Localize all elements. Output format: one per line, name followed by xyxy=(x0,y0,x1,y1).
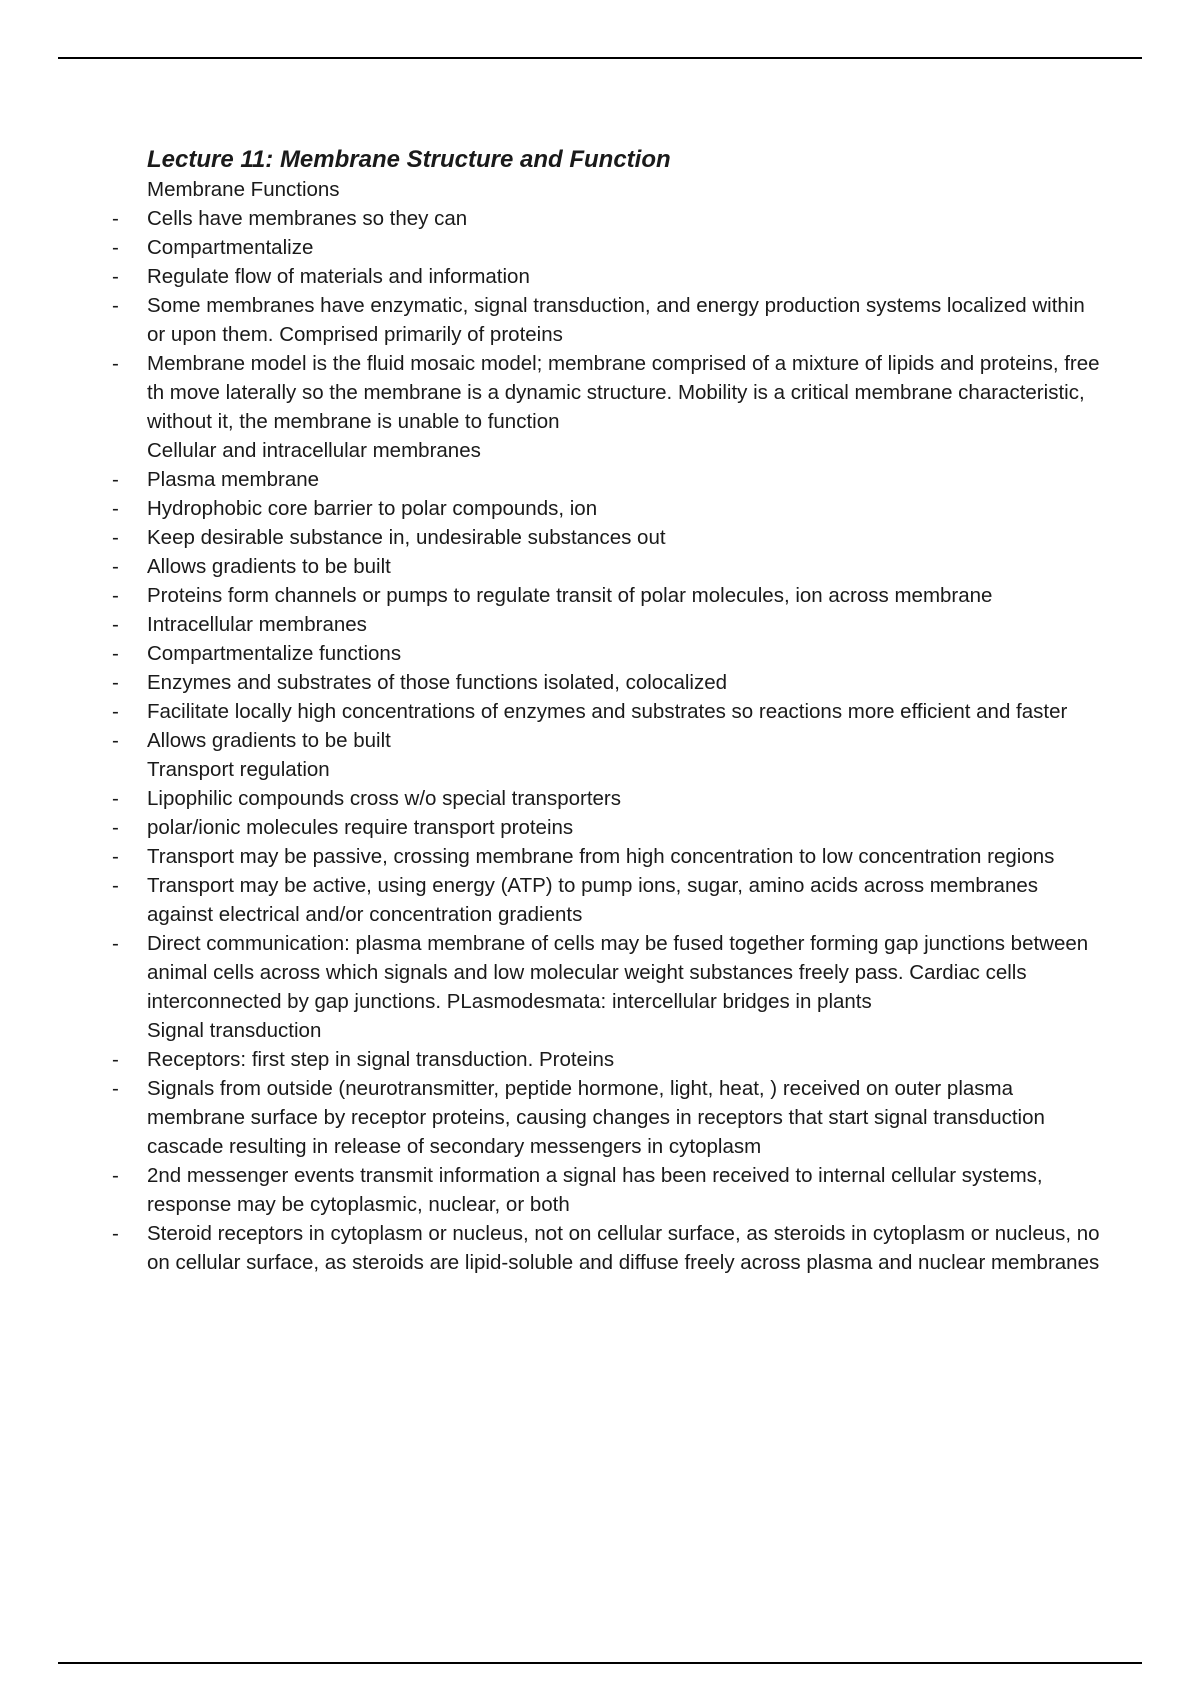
list-item xyxy=(112,639,1107,755)
bottom-divider xyxy=(58,1662,1142,1664)
list-item xyxy=(112,610,1107,755)
list-item xyxy=(112,668,1107,697)
bullet-list xyxy=(112,465,1107,755)
bullet-list xyxy=(112,1045,1107,1277)
list-item-text: Compartmentalize functions xyxy=(147,642,402,665)
list-item-text: Hydrophobic core barrier to polar compounds, ion xyxy=(147,497,598,520)
list-item-text: Facilitate locally high concentrations of enzymes and substrates so reactions more efficient and faster xyxy=(147,700,1068,723)
list-item xyxy=(112,233,1107,262)
list-item xyxy=(112,784,1107,813)
dash-bullet: - xyxy=(112,1222,119,1245)
list-item-text: Transport may be passive, crossing membrane from high concentration to low concentration regions xyxy=(147,845,1055,868)
dash-bullet: - xyxy=(112,729,119,752)
dash-bullet: - xyxy=(112,555,119,578)
list-item-text: Membrane model is the fluid mosaic model; membrane comprised of a mixture of lipids and proteins, free th move laterally so the membrane is a dynamic structure. Mobility is a critical membrane characteristic, without it, the membrane is unable to function xyxy=(147,352,1100,433)
bullet-list xyxy=(112,784,1107,1016)
list-item xyxy=(112,726,1107,755)
list-item xyxy=(112,1045,1107,1074)
list-item xyxy=(112,291,1107,349)
dash-bullet: - xyxy=(112,671,119,694)
list-item xyxy=(112,204,1107,291)
list-item-text: Proteins form channels or pumps to regulate transit of polar molecules, ion across membrane xyxy=(147,584,993,607)
bullet-list xyxy=(112,639,1107,755)
list-item xyxy=(112,494,1107,581)
list-item xyxy=(112,1074,1107,1161)
list-item-text: Receptors: first step in signal transduction. Proteins xyxy=(147,1048,615,1071)
dash-bullet: - xyxy=(112,352,119,375)
list-item-text: Cells have membranes so they can xyxy=(147,207,468,230)
dash-bullet: - xyxy=(112,236,119,259)
dash-bullet: - xyxy=(112,613,119,636)
section-heading: Membrane Functions xyxy=(147,178,340,201)
list-item xyxy=(112,262,1107,291)
list-item xyxy=(112,552,1107,581)
section-heading: Signal transduction xyxy=(147,1019,322,1042)
list-item-text: Steroid receptors in cytoplasm or nucleus, not on cellular surface, as steroids in cytoplasm or nucleus, no on cellular surface, as steroids are lipid-soluble and diffuse freely across plasma and nuclear membranes xyxy=(147,1222,1100,1274)
dash-bullet: - xyxy=(112,932,119,955)
dash-bullet: - xyxy=(112,1164,119,1187)
list-item xyxy=(112,813,1107,842)
dash-bullet: - xyxy=(112,265,119,288)
section-heading: Cellular and intracellular membranes xyxy=(147,439,481,462)
dash-bullet: - xyxy=(112,816,119,839)
list-item-text: Lipophilic compounds cross w/o special transporters xyxy=(147,787,622,810)
section-signal-transduction xyxy=(112,1016,1107,1277)
list-item-text: Transport may be active, using energy (ATP) to pump ions, sugar, amino acids across membranes against electrical and/or concentration gradients xyxy=(147,874,1038,926)
section-membrane-functions xyxy=(112,175,1107,436)
bullet-list xyxy=(112,233,1107,291)
list-item-text: Allows gradients to be built xyxy=(147,555,391,578)
list-item-text: Allows gradients to be built xyxy=(147,729,391,752)
dash-bullet: - xyxy=(112,1077,119,1100)
list-item-text: Compartmentalize xyxy=(147,236,314,259)
bullet-list xyxy=(112,494,1107,610)
list-item-text: Enzymes and substrates of those functions isolated, colocalized xyxy=(147,671,728,694)
section-heading: Transport regulation xyxy=(147,758,330,781)
list-item-text: 2nd messenger events transmit information a signal has been received to internal cellular systems, response may be cytoplasmic, nuclear, or both xyxy=(147,1164,1043,1216)
dash-bullet: - xyxy=(112,584,119,607)
dash-bullet: - xyxy=(112,787,119,810)
list-item xyxy=(112,1161,1107,1219)
dash-bullet: - xyxy=(112,526,119,549)
dash-bullet: - xyxy=(112,497,119,520)
list-item-text: polar/ionic molecules require transport proteins xyxy=(147,816,574,839)
list-item xyxy=(112,349,1107,436)
list-item xyxy=(112,697,1107,726)
dash-bullet: - xyxy=(112,468,119,491)
page-title: Lecture 11: Membrane Structure and Function xyxy=(147,146,671,173)
dash-bullet: - xyxy=(112,700,119,723)
list-item xyxy=(112,929,1107,1016)
dash-bullet: - xyxy=(112,294,119,317)
bullet-list xyxy=(112,668,1107,755)
list-item xyxy=(112,523,1107,552)
list-item-text: Signals from outside (neurotransmitter, peptide hormone, light, heat, ) received on outer plasma membrane surface by receptor proteins, causing changes in receptors that start signal transduction cascade resulting in release of secondary messengers in cytoplasm xyxy=(147,1077,1045,1158)
section-cellular-membranes xyxy=(112,436,1107,755)
list-item xyxy=(112,871,1107,929)
list-item xyxy=(112,465,1107,610)
section-transport-regulation xyxy=(112,755,1107,1016)
bullet-list xyxy=(112,204,1107,436)
dash-bullet: - xyxy=(112,642,119,665)
list-item xyxy=(112,581,1107,610)
list-item xyxy=(112,842,1107,871)
document-body xyxy=(112,145,1107,1277)
dash-bullet: - xyxy=(112,845,119,868)
list-item-text: Intracellular membranes xyxy=(147,613,367,636)
list-item-text: Some membranes have enzymatic, signal transduction, and energy production systems localized within or upon them. Comprised primarily of proteins xyxy=(147,294,1085,346)
top-divider xyxy=(58,57,1142,59)
list-item-text: Direct communication: plasma membrane of cells may be fused together forming gap junctions between animal cells across which signals and low molecular weight substances freely pass. Cardiac cells interconnected by gap junctions. PLasmodesmata: intercellular bridges in plants xyxy=(147,932,1089,1013)
dash-bullet: - xyxy=(112,874,119,897)
list-item-text: Regulate flow of materials and information xyxy=(147,265,530,288)
dash-bullet: - xyxy=(112,1048,119,1071)
list-item-text: Plasma membrane xyxy=(147,468,320,491)
dash-bullet: - xyxy=(112,207,119,230)
list-item xyxy=(112,1219,1107,1277)
list-item-text: Keep desirable substance in, undesirable substances out xyxy=(147,526,666,549)
bullet-list xyxy=(112,523,1107,581)
